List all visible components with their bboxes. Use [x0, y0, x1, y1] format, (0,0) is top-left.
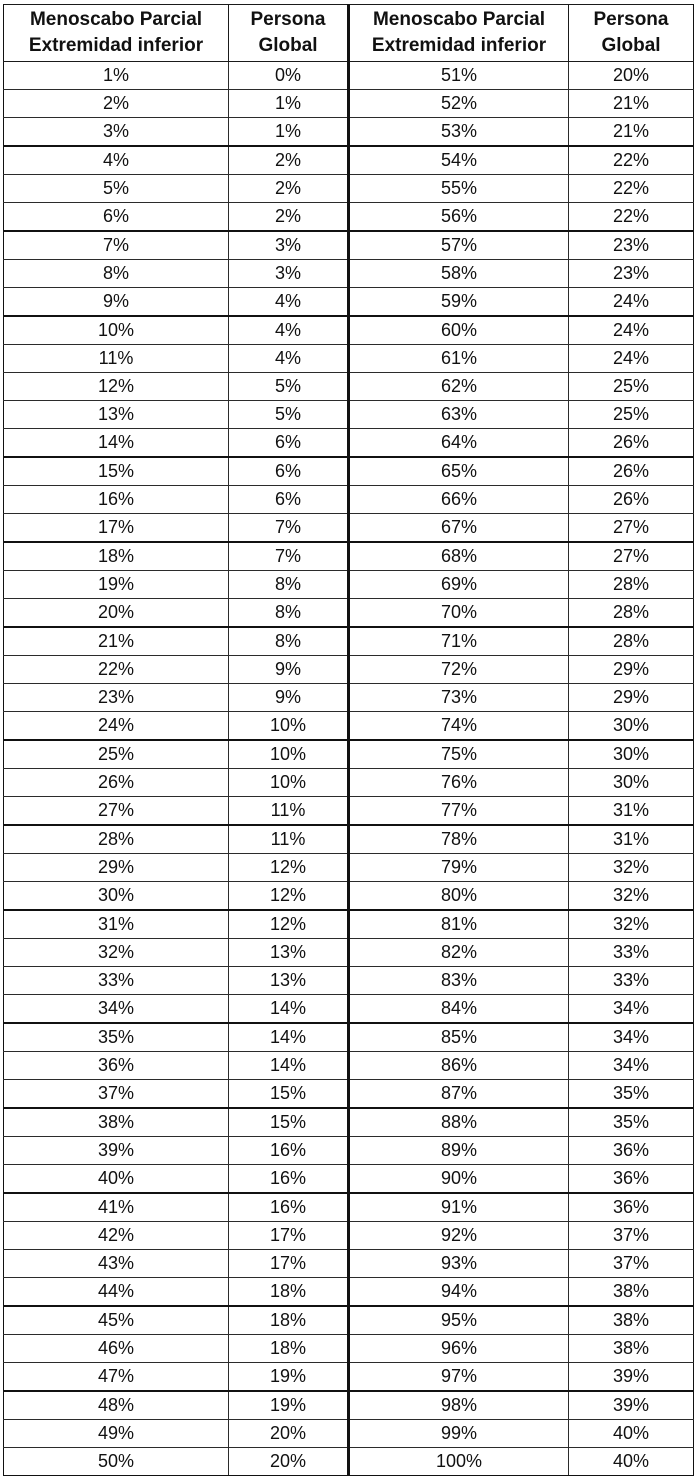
cell-partial-impairment: 7%	[4, 231, 229, 260]
cell-partial-impairment: 17%	[4, 514, 229, 543]
cell-partial-impairment: 32%	[4, 939, 229, 967]
cell-partial-impairment: 39%	[4, 1137, 229, 1165]
cell-whole-person: 15%	[229, 1108, 349, 1137]
cell-whole-person: 10%	[229, 712, 349, 741]
cell-whole-person: 19%	[229, 1391, 349, 1420]
cell-partial-impairment: 13%	[4, 401, 229, 429]
table-row	[4, 1278, 694, 1307]
cell-whole-person: 21%	[569, 90, 694, 118]
cell-whole-person: 7%	[229, 542, 349, 571]
header-line: Extremidad inferior	[28, 35, 204, 56]
cell-whole-person: 33%	[569, 939, 694, 967]
cell-partial-impairment: 45%	[4, 1306, 229, 1335]
cell-partial-impairment: 48%	[4, 1391, 229, 1420]
cell-whole-person: 11%	[229, 797, 349, 826]
cell-whole-person: 32%	[569, 882, 694, 911]
cell-whole-person: 22%	[569, 175, 694, 203]
cell-whole-person: 28%	[569, 627, 694, 656]
cell-partial-impairment: 92%	[349, 1222, 569, 1250]
table-row	[4, 231, 694, 260]
cell-partial-impairment: 95%	[349, 1306, 569, 1335]
cell-partial-impairment: 59%	[349, 288, 569, 317]
cell-partial-impairment: 84%	[349, 995, 569, 1024]
cell-whole-person: 20%	[229, 1420, 349, 1448]
cell-whole-person: 31%	[569, 825, 694, 854]
cell-whole-person: 26%	[569, 486, 694, 514]
cell-whole-person: 26%	[569, 429, 694, 458]
table-row	[4, 967, 694, 995]
cell-partial-impairment: 15%	[4, 457, 229, 486]
header-partial-impairment-right	[349, 5, 569, 62]
cell-partial-impairment: 44%	[4, 1278, 229, 1307]
table-row	[4, 1448, 694, 1476]
table-row	[4, 401, 694, 429]
cell-whole-person: 0%	[229, 62, 349, 90]
cell-partial-impairment: 16%	[4, 486, 229, 514]
header-line: Menoscabo Parcial	[372, 9, 546, 30]
cell-partial-impairment: 2%	[4, 90, 229, 118]
cell-partial-impairment: 58%	[349, 260, 569, 288]
cell-partial-impairment: 88%	[349, 1108, 569, 1137]
cell-whole-person: 22%	[569, 146, 694, 175]
cell-partial-impairment: 47%	[4, 1363, 229, 1392]
table-row	[4, 1335, 694, 1363]
cell-whole-person: 31%	[569, 797, 694, 826]
table-row	[4, 995, 694, 1024]
cell-partial-impairment: 91%	[349, 1193, 569, 1222]
cell-whole-person: 18%	[229, 1278, 349, 1307]
cell-partial-impairment: 46%	[4, 1335, 229, 1363]
table-row	[4, 1391, 694, 1420]
cell-partial-impairment: 10%	[4, 316, 229, 345]
cell-partial-impairment: 70%	[349, 599, 569, 628]
cell-partial-impairment: 29%	[4, 854, 229, 882]
cell-partial-impairment: 8%	[4, 260, 229, 288]
table-row	[4, 599, 694, 628]
cell-partial-impairment: 65%	[349, 457, 569, 486]
cell-whole-person: 36%	[569, 1137, 694, 1165]
cell-whole-person: 6%	[229, 429, 349, 458]
cell-whole-person: 34%	[569, 1023, 694, 1052]
cell-partial-impairment: 38%	[4, 1108, 229, 1137]
cell-partial-impairment: 93%	[349, 1250, 569, 1278]
cell-partial-impairment: 50%	[4, 1448, 229, 1476]
cell-whole-person: 4%	[229, 345, 349, 373]
cell-partial-impairment: 83%	[349, 967, 569, 995]
cell-partial-impairment: 82%	[349, 939, 569, 967]
cell-partial-impairment: 52%	[349, 90, 569, 118]
cell-whole-person: 12%	[229, 910, 349, 939]
cell-partial-impairment: 100%	[349, 1448, 569, 1476]
cell-partial-impairment: 22%	[4, 656, 229, 684]
table-row	[4, 825, 694, 854]
cell-whole-person: 20%	[569, 62, 694, 90]
table-row	[4, 882, 694, 911]
cell-partial-impairment: 5%	[4, 175, 229, 203]
cell-whole-person: 39%	[569, 1363, 694, 1392]
cell-whole-person: 7%	[229, 514, 349, 543]
table-row	[4, 118, 694, 147]
cell-whole-person: 37%	[569, 1222, 694, 1250]
table-row	[4, 1137, 694, 1165]
cell-whole-person: 15%	[229, 1080, 349, 1109]
table-row	[4, 146, 694, 175]
table-row	[4, 1165, 694, 1194]
cell-whole-person: 6%	[229, 457, 349, 486]
table-row	[4, 288, 694, 317]
cell-partial-impairment: 86%	[349, 1052, 569, 1080]
cell-whole-person: 22%	[569, 203, 694, 232]
cell-whole-person: 27%	[569, 542, 694, 571]
cell-partial-impairment: 24%	[4, 712, 229, 741]
cell-partial-impairment: 12%	[4, 373, 229, 401]
table-row	[4, 90, 694, 118]
table-row	[4, 854, 694, 882]
cell-partial-impairment: 43%	[4, 1250, 229, 1278]
cell-partial-impairment: 23%	[4, 684, 229, 712]
cell-whole-person: 23%	[569, 231, 694, 260]
table-row	[4, 1108, 694, 1137]
cell-whole-person: 18%	[229, 1306, 349, 1335]
cell-partial-impairment: 64%	[349, 429, 569, 458]
cell-partial-impairment: 37%	[4, 1080, 229, 1109]
cell-whole-person: 14%	[229, 1052, 349, 1080]
cell-partial-impairment: 28%	[4, 825, 229, 854]
table-row	[4, 514, 694, 543]
table-header	[4, 5, 694, 62]
cell-whole-person: 10%	[229, 769, 349, 797]
cell-whole-person: 2%	[229, 146, 349, 175]
table-row	[4, 175, 694, 203]
cell-partial-impairment: 19%	[4, 571, 229, 599]
cell-partial-impairment: 36%	[4, 1052, 229, 1080]
cell-partial-impairment: 67%	[349, 514, 569, 543]
cell-partial-impairment: 68%	[349, 542, 569, 571]
cell-partial-impairment: 54%	[349, 146, 569, 175]
cell-whole-person: 20%	[229, 1448, 349, 1476]
cell-whole-person: 8%	[229, 571, 349, 599]
cell-whole-person: 16%	[229, 1165, 349, 1194]
table-row	[4, 769, 694, 797]
table-row	[4, 1306, 694, 1335]
cell-whole-person: 36%	[569, 1165, 694, 1194]
cell-whole-person: 5%	[229, 373, 349, 401]
table-row	[4, 656, 694, 684]
cell-partial-impairment: 4%	[4, 146, 229, 175]
cell-partial-impairment: 90%	[349, 1165, 569, 1194]
cell-partial-impairment: 34%	[4, 995, 229, 1024]
cell-whole-person: 11%	[229, 825, 349, 854]
table-row	[4, 740, 694, 769]
cell-whole-person: 28%	[569, 571, 694, 599]
header-line: Menoscabo Parcial	[29, 9, 203, 30]
cell-whole-person: 32%	[569, 854, 694, 882]
cell-whole-person: 14%	[229, 1023, 349, 1052]
cell-whole-person: 12%	[229, 882, 349, 911]
cell-partial-impairment: 97%	[349, 1363, 569, 1392]
cell-partial-impairment: 21%	[4, 627, 229, 656]
cell-partial-impairment: 30%	[4, 882, 229, 911]
cell-whole-person: 4%	[229, 316, 349, 345]
cell-partial-impairment: 96%	[349, 1335, 569, 1363]
cell-whole-person: 16%	[229, 1137, 349, 1165]
table-row	[4, 1420, 694, 1448]
cell-whole-person: 16%	[229, 1193, 349, 1222]
cell-whole-person: 38%	[569, 1306, 694, 1335]
cell-partial-impairment: 72%	[349, 656, 569, 684]
cell-partial-impairment: 71%	[349, 627, 569, 656]
cell-partial-impairment: 66%	[349, 486, 569, 514]
cell-whole-person: 4%	[229, 288, 349, 317]
cell-partial-impairment: 80%	[349, 882, 569, 911]
cell-whole-person: 9%	[229, 656, 349, 684]
cell-partial-impairment: 26%	[4, 769, 229, 797]
table-body	[4, 62, 694, 1476]
header-row	[4, 5, 694, 62]
table-row	[4, 373, 694, 401]
header-line: Global	[601, 35, 661, 56]
cell-partial-impairment: 56%	[349, 203, 569, 232]
cell-partial-impairment: 87%	[349, 1080, 569, 1109]
cell-whole-person: 2%	[229, 175, 349, 203]
cell-whole-person: 3%	[229, 260, 349, 288]
table-row	[4, 260, 694, 288]
cell-partial-impairment: 33%	[4, 967, 229, 995]
cell-whole-person: 24%	[569, 316, 694, 345]
cell-whole-person: 29%	[569, 656, 694, 684]
cell-whole-person: 34%	[569, 1052, 694, 1080]
cell-partial-impairment: 60%	[349, 316, 569, 345]
table-row	[4, 712, 694, 741]
cell-whole-person: 1%	[229, 90, 349, 118]
cell-whole-person: 36%	[569, 1193, 694, 1222]
cell-partial-impairment: 79%	[349, 854, 569, 882]
table-row	[4, 1193, 694, 1222]
cell-whole-person: 25%	[569, 373, 694, 401]
cell-partial-impairment: 27%	[4, 797, 229, 826]
cell-whole-person: 2%	[229, 203, 349, 232]
cell-partial-impairment: 1%	[4, 62, 229, 90]
cell-partial-impairment: 11%	[4, 345, 229, 373]
cell-partial-impairment: 31%	[4, 910, 229, 939]
cell-partial-impairment: 25%	[4, 740, 229, 769]
cell-whole-person: 5%	[229, 401, 349, 429]
cell-whole-person: 27%	[569, 514, 694, 543]
cell-partial-impairment: 74%	[349, 712, 569, 741]
table-row	[4, 203, 694, 232]
cell-partial-impairment: 94%	[349, 1278, 569, 1307]
cell-whole-person: 8%	[229, 599, 349, 628]
cell-partial-impairment: 42%	[4, 1222, 229, 1250]
cell-whole-person: 37%	[569, 1250, 694, 1278]
table-row	[4, 345, 694, 373]
cell-whole-person: 23%	[569, 260, 694, 288]
cell-partial-impairment: 20%	[4, 599, 229, 628]
table-row	[4, 1222, 694, 1250]
cell-whole-person: 12%	[229, 854, 349, 882]
table-row	[4, 939, 694, 967]
cell-whole-person: 34%	[569, 995, 694, 1024]
cell-whole-person: 33%	[569, 967, 694, 995]
cell-partial-impairment: 18%	[4, 542, 229, 571]
cell-partial-impairment: 89%	[349, 1137, 569, 1165]
table-row	[4, 684, 694, 712]
cell-partial-impairment: 76%	[349, 769, 569, 797]
cell-partial-impairment: 61%	[349, 345, 569, 373]
cell-partial-impairment: 49%	[4, 1420, 229, 1448]
header-whole-person-right	[569, 5, 694, 62]
cell-partial-impairment: 69%	[349, 571, 569, 599]
table-row	[4, 1052, 694, 1080]
cell-whole-person: 30%	[569, 740, 694, 769]
cell-partial-impairment: 3%	[4, 118, 229, 147]
cell-partial-impairment: 6%	[4, 203, 229, 232]
table-row	[4, 457, 694, 486]
cell-partial-impairment: 14%	[4, 429, 229, 458]
cell-whole-person: 30%	[569, 769, 694, 797]
cell-whole-person: 1%	[229, 118, 349, 147]
cell-whole-person: 39%	[569, 1391, 694, 1420]
cell-partial-impairment: 53%	[349, 118, 569, 147]
cell-partial-impairment: 63%	[349, 401, 569, 429]
table-row	[4, 1250, 694, 1278]
table-row	[4, 910, 694, 939]
cell-whole-person: 10%	[229, 740, 349, 769]
table-row	[4, 62, 694, 90]
header-partial-impairment-left	[4, 5, 229, 62]
table-row	[4, 627, 694, 656]
cell-whole-person: 25%	[569, 401, 694, 429]
table-row	[4, 1023, 694, 1052]
cell-whole-person: 40%	[569, 1448, 694, 1476]
cell-whole-person: 24%	[569, 288, 694, 317]
cell-partial-impairment: 85%	[349, 1023, 569, 1052]
cell-whole-person: 3%	[229, 231, 349, 260]
cell-partial-impairment: 81%	[349, 910, 569, 939]
table-row	[4, 429, 694, 458]
cell-partial-impairment: 62%	[349, 373, 569, 401]
header-line: Persona	[593, 9, 669, 30]
cell-whole-person: 30%	[569, 712, 694, 741]
header-line: Global	[258, 35, 318, 56]
cell-partial-impairment: 40%	[4, 1165, 229, 1194]
cell-partial-impairment: 77%	[349, 797, 569, 826]
cell-whole-person: 29%	[569, 684, 694, 712]
cell-whole-person: 32%	[569, 910, 694, 939]
cell-whole-person: 13%	[229, 939, 349, 967]
cell-whole-person: 38%	[569, 1278, 694, 1307]
cell-partial-impairment: 55%	[349, 175, 569, 203]
cell-whole-person: 40%	[569, 1420, 694, 1448]
cell-whole-person: 18%	[229, 1335, 349, 1363]
table-row	[4, 542, 694, 571]
cell-whole-person: 9%	[229, 684, 349, 712]
cell-whole-person: 17%	[229, 1222, 349, 1250]
cell-whole-person: 26%	[569, 457, 694, 486]
cell-partial-impairment: 98%	[349, 1391, 569, 1420]
cell-whole-person: 21%	[569, 118, 694, 147]
cell-partial-impairment: 78%	[349, 825, 569, 854]
table-row	[4, 797, 694, 826]
cell-partial-impairment: 57%	[349, 231, 569, 260]
cell-whole-person: 19%	[229, 1363, 349, 1392]
table-row	[4, 571, 694, 599]
cell-whole-person: 17%	[229, 1250, 349, 1278]
cell-whole-person: 24%	[569, 345, 694, 373]
cell-whole-person: 35%	[569, 1108, 694, 1137]
header-whole-person-left	[229, 5, 349, 62]
table-row	[4, 486, 694, 514]
cell-whole-person: 8%	[229, 627, 349, 656]
table-row	[4, 316, 694, 345]
cell-whole-person: 28%	[569, 599, 694, 628]
cell-whole-person: 6%	[229, 486, 349, 514]
cell-partial-impairment: 41%	[4, 1193, 229, 1222]
cell-partial-impairment: 51%	[349, 62, 569, 90]
cell-partial-impairment: 75%	[349, 740, 569, 769]
cell-whole-person: 14%	[229, 995, 349, 1024]
cell-partial-impairment: 35%	[4, 1023, 229, 1052]
cell-whole-person: 35%	[569, 1080, 694, 1109]
cell-partial-impairment: 9%	[4, 288, 229, 317]
header-line: Persona	[250, 9, 326, 30]
cell-whole-person: 13%	[229, 967, 349, 995]
cell-whole-person: 38%	[569, 1335, 694, 1363]
cell-partial-impairment: 73%	[349, 684, 569, 712]
cell-partial-impairment: 99%	[349, 1420, 569, 1448]
header-line: Extremidad inferior	[371, 35, 547, 56]
table-row	[4, 1363, 694, 1392]
conversion-table	[3, 4, 694, 1476]
table-row	[4, 1080, 694, 1109]
